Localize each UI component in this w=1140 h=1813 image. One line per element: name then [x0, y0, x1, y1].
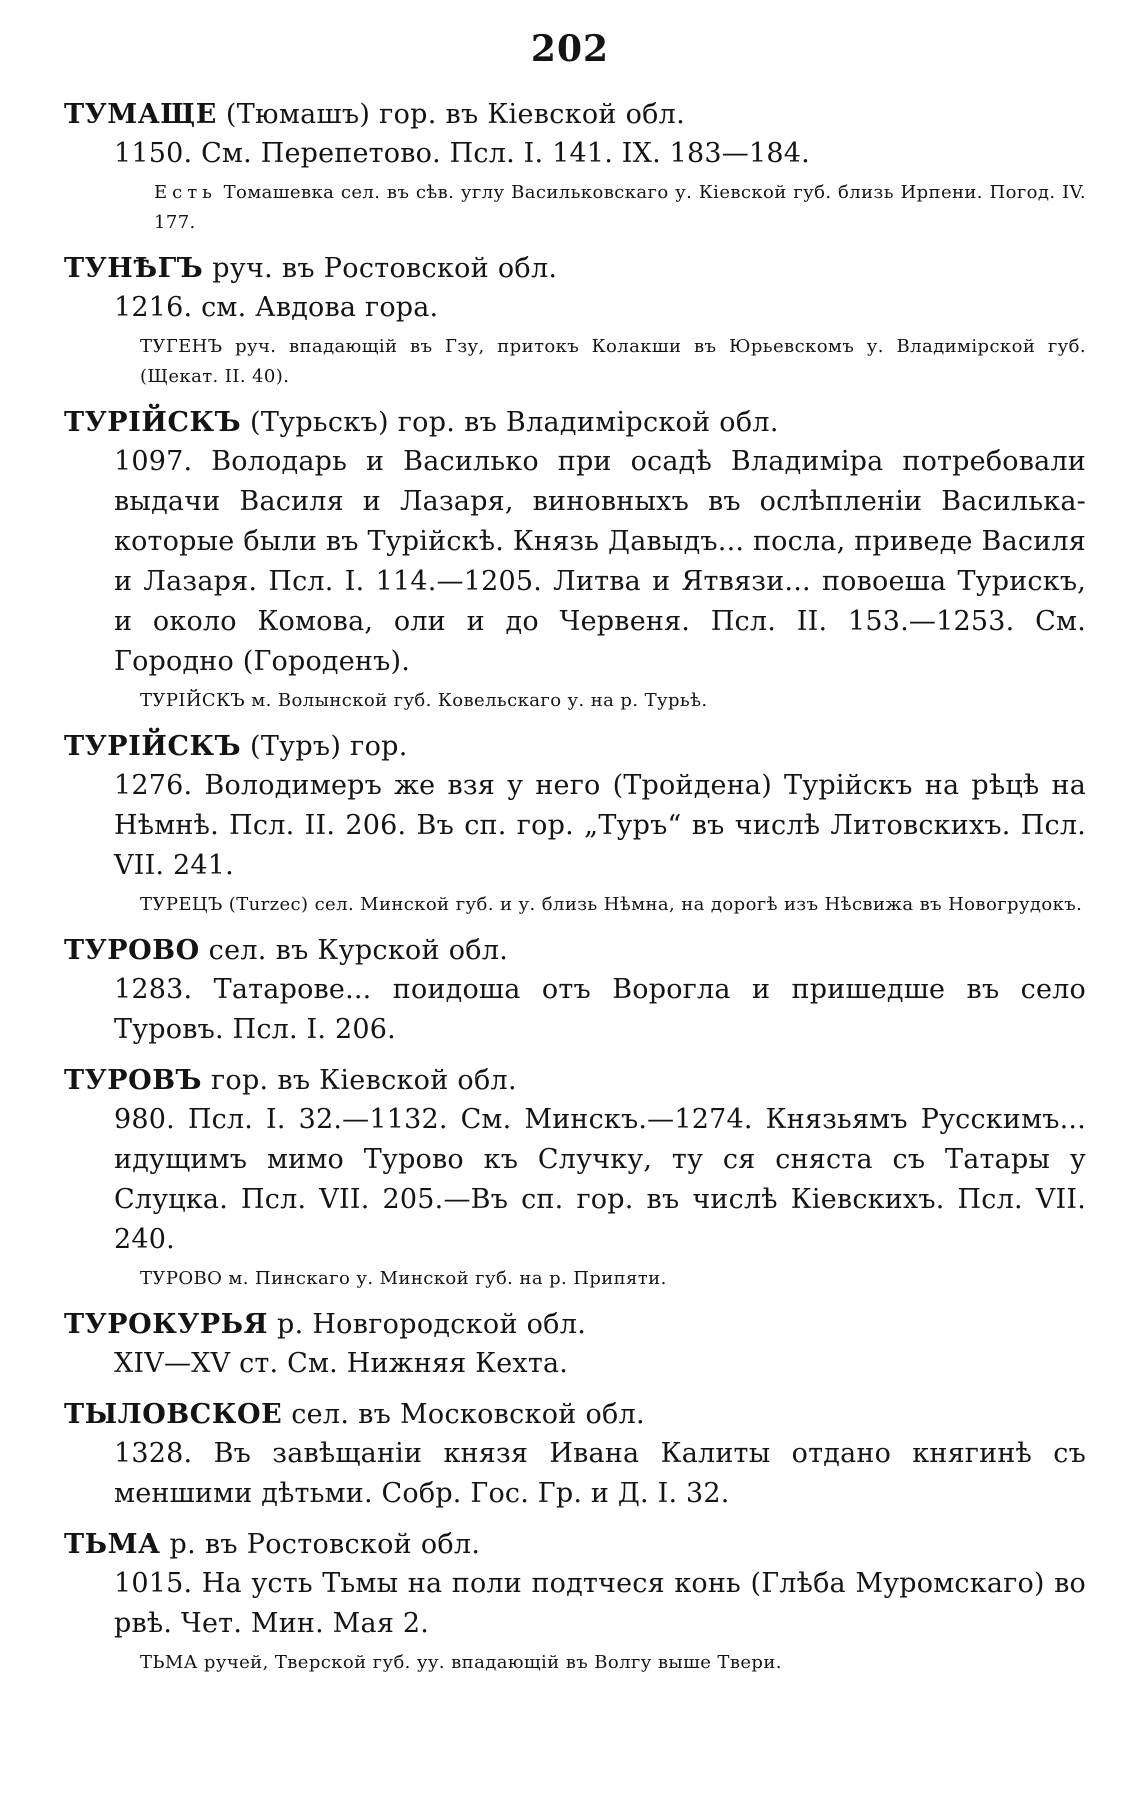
- entry-text: 1328. Въ завѣщаніи князя Ивана Калиты отдано княгинѣ съ меншими дѣтьми. Собр. Гос. Гр. и Д. I. 32.: [114, 1438, 1086, 1509]
- headword: ТЫЛОВСКОЕ: [64, 1399, 283, 1430]
- headword-qualifier: сел. въ Курской обл.: [208, 935, 509, 966]
- entry-text: 980. Псл. I. 32.—1132. См. Минскъ.—1274. Князьямъ Русскимъ... идущимъ мимо Турово къ Случку, ту ся сняста съ Татары у Слуцка. Псл. VII. 205.—Въ сп. гор. въ числѣ Кіевскихъ. Псл. VII. 240.: [114, 1104, 1086, 1255]
- headword: ТУРІЙСКЪ: [64, 731, 242, 762]
- headword-qualifier: сел. въ Московской обл.: [291, 1399, 645, 1430]
- entry-tylovskoe: [64, 1396, 1086, 1514]
- entry-heading: [64, 728, 1086, 766]
- entry-turov: [64, 1062, 1086, 1294]
- headword-qualifier: руч. въ Ростовской обл.: [212, 253, 558, 284]
- entry-heading: [64, 1062, 1086, 1100]
- headword: ТУРОВЪ: [64, 1065, 203, 1096]
- headword: ТУМАЩЕ: [64, 99, 217, 130]
- headword-qualifier: (Туръ) гор.: [250, 731, 408, 762]
- entry-heading: [64, 932, 1086, 970]
- headword-qualifier: р. Новгородской обл.: [276, 1309, 587, 1340]
- headword: ТУРІЙСКЪ: [64, 407, 242, 438]
- dictionary-entries: [64, 96, 1086, 1690]
- entry-heading: [64, 1526, 1086, 1564]
- entry-tumasche: [64, 96, 1086, 238]
- entry-note: ТЬМА ручей, Тверской губ. уу. впадающій въ Волгу выше Твери.: [140, 1652, 782, 1673]
- entry-turiysk-2: [64, 728, 1086, 920]
- entry-text: 1276. Володимеръ же взя у него (Тройдена) Турійскъ на рѣцѣ на Нѣмнѣ. Псл. II. 206. Въ сп. гор. „Туръ“ въ числѣ Литовскихъ. Псл. VII. 241.: [114, 770, 1086, 881]
- note-body: Томашевка сел. въ сѣв. углу Васильковскаго у. Кіевской губ. близь Ирпени. Погод. IV. 177.: [154, 182, 1086, 233]
- entry-turiysk-1: [64, 404, 1086, 716]
- headword-qualifier: р. въ Ростовской обл.: [169, 1529, 481, 1560]
- entry-note: ТУГЕНЪ руч. впадающій въ Гзу, притокъ Колакши въ Юрьевскомъ у. Владимірской губ. (Щекат. II. 40).: [140, 336, 1086, 387]
- note-prefix: Есть: [154, 182, 217, 203]
- headword: ТУРОКУРЬЯ: [64, 1309, 269, 1340]
- entry-heading: [64, 1396, 1086, 1434]
- entry-note: ТУРОВО м. Пинскаго у. Минской губ. на р. Припяти.: [140, 1268, 667, 1289]
- entry-note: ТУРІЙСКЪ м. Волынской губ. Ковельскаго у. на р. Турьѣ.: [140, 690, 708, 711]
- headword: ТУНѢГЪ: [64, 253, 204, 284]
- headword: ТУРОВО: [64, 935, 200, 966]
- page-number: 202: [530, 28, 610, 70]
- entry-heading: [64, 250, 1086, 288]
- entry-text: 1097. Володарь и Василько при осадѣ Владиміра потребовали выдачи Василя и Лазаря, виновныхъ въ ослѣпленіи Василька-которые были въ Турійскѣ. Князь Давыдъ... посла, приведе Василя и Лазаря. Псл. I. 114.—1205. Литва и Ятвязи... повоеша Турискъ, и около Комова, оли и до Червеня. Псл. II. 153.—1253. См. Городно (Городенъ).: [114, 446, 1086, 677]
- entry-heading: [64, 404, 1086, 442]
- headword-qualifier: (Тюмашъ) гор. въ Кіевской обл.: [225, 99, 686, 130]
- entry-text: 1150. См. Перепетово. Псл. I. 141. IX. 183—184.: [114, 138, 810, 169]
- entry-text: 1216. см. Авдова гора.: [114, 292, 439, 323]
- entry-note: ТУРЕЦЪ (Turzec) сел. Минской губ. и у. близь Нѣмна, на дорогѣ изъ Нѣсвижа въ Новогрудокъ.: [140, 894, 1083, 915]
- headword-qualifier: гор. въ Кіевской обл.: [210, 1065, 517, 1096]
- entry-heading: [64, 96, 1086, 134]
- headword-qualifier: (Турьскъ) гор. въ Владимірской обл.: [250, 407, 779, 438]
- entry-note: [64, 178, 1086, 238]
- entry-turovo: [64, 932, 1086, 1050]
- entry-heading: [64, 1306, 1086, 1344]
- entry-text: 1015. На усть Тьмы на поли подтчеся конь (Глѣба Муромскаго) во рвѣ. Чет. Мин. Мая 2.: [114, 1568, 1086, 1639]
- entry-turokurya: [64, 1306, 1086, 1384]
- entry-tuneg: [64, 250, 1086, 392]
- entry-text: XIV—XV ст. См. Нижняя Кехта.: [114, 1348, 569, 1379]
- headword: ТЬМА: [64, 1529, 161, 1560]
- entry-text: 1283. Татарове... поидоша отъ Ворогла и пришедше въ село Туровъ. Псл. I. 206.: [114, 974, 1086, 1045]
- entry-tma: [64, 1526, 1086, 1678]
